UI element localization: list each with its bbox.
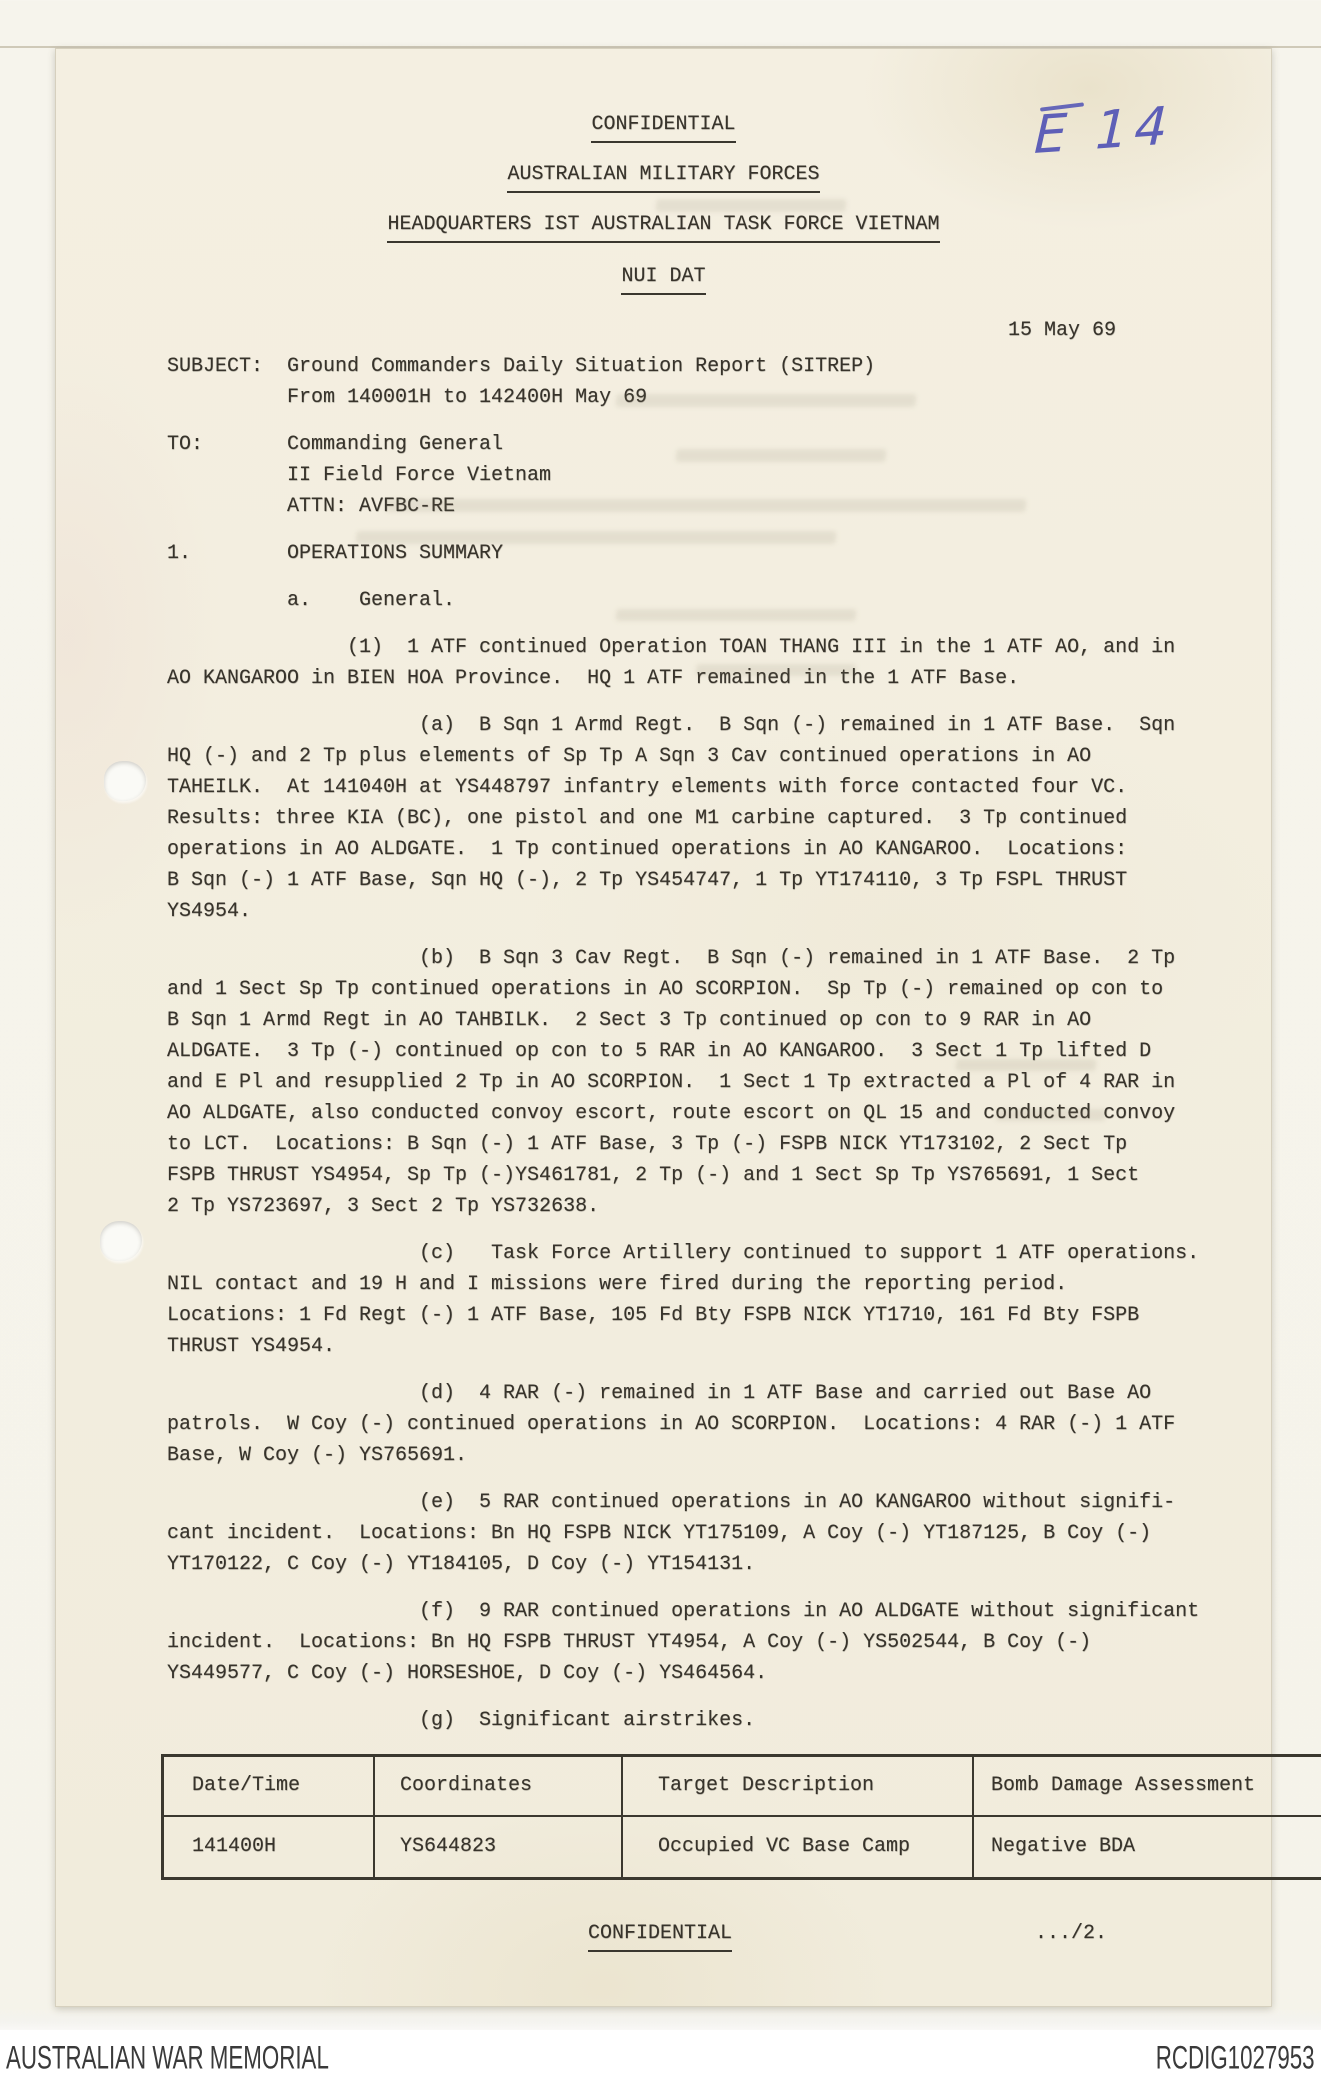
text-line: patrols. W Coy (-) continued operations in AO SCORPION. Locations: 4 RAR (-) 1 ATF [167,1413,1176,1436]
org-header: AUSTRALIAN MILITARY FORCES [56,159,1271,193]
page-number-marker: .../2. [1035,1922,1108,1945]
paragraph-d [167,1378,1175,1471]
text-line: Results: three KIA (BC), one pistol and one M1 carbine captured. 3 Tp continued [167,807,1128,830]
text-line: (c) Task Force Artillery continued to support 1 ATF operations. [167,1242,1200,1265]
text-line: a. General. [167,589,456,612]
bleed-through-artifact [616,394,917,407]
footer-classification: CONFIDENTIAL [588,1918,732,1952]
col-header-bda: Bomb Damage Assessment [973,1756,1321,1816]
text-line: (b) B Sqn 3 Cav Regt. B Sqn (-) remained in 1 ATF Base. 2 Tp [167,947,1176,970]
bleed-through-artifact [616,609,857,621]
cell-target-description: Occupied VC Base Camp [622,1816,973,1879]
paragraph-f [167,1596,1199,1689]
text-line: YS4954. [167,900,252,923]
text-line: ALDGATE. 3 Tp (-) continued op con to 5 RAR in AO KANGAROO. 3 Sect 1 Tp lifted D [167,1040,1152,1063]
airstrikes-table [161,1754,1321,1880]
table-header-row [163,1756,1321,1816]
text-line: cant incident. Locations: Bn HQ FSPB NICK YT175109, A Coy (-) YT187125, B Coy (-) [167,1522,1152,1545]
text-line: YT170122, C Coy (-) YT184105, D Coy (-) YT154131. [167,1553,756,1576]
text-line: (a) B Sqn 1 Armd Regt. B Sqn (-) remained in 1 ATF Base. Sqn [167,714,1176,737]
record-id-label: RCDIG1027953 [1156,2039,1315,2076]
paragraph-c [167,1238,1199,1362]
text-line: TAHEILK. At 141040H at YS448797 infantry elements with force contacted four VC. [167,776,1128,799]
annotation-e14: E 14 [1033,95,1175,167]
location-header: NUI DAT [56,261,1271,295]
text-line: Locations: 1 Fd Regt (-) 1 ATF Base, 105 Fd Bty FSPB NICK YT1710, 161 Fd Bty FSPB [167,1304,1140,1327]
col-header-date-time: Date/Time [163,1756,375,1816]
bleed-through-artifact [356,531,837,544]
classification-header: CONFIDENTIAL [56,109,1271,143]
paragraph-b [167,943,1175,1222]
hole-punch [104,761,146,801]
text-line: (g) Significant airstrikes. [167,1709,756,1732]
text-line: (d) 4 RAR (-) remained in 1 ATF Base and carried out Base AO [167,1382,1152,1405]
text-line: to LCT. Locations: B Sqn (-) 1 ATF Base, 3 Tp (-) FSPB NICK YT173102, 2 Sect Tp [167,1133,1128,1156]
text-line: ATTN: AVFBC-RE [167,495,456,518]
text-line: and 1 Sect Sp Tp continued operations in AO SCORPION. Sp Tp (-) remained op con to [167,978,1164,1001]
paragraph-e [167,1487,1175,1580]
text-line: incident. Locations: Bn HQ FSPB THRUST YT4954, A Coy (-) YS502544, B Coy (-) [167,1631,1092,1654]
date-line: 15 May 69 [1008,319,1117,342]
text-line: TO: Commanding General [167,433,504,456]
cell-date-time: 141400H [163,1816,375,1879]
text-line: SUBJECT: Ground Commanders Daily Situation Report (SITREP) [167,355,876,378]
cell-bda: Negative BDA [973,1816,1321,1879]
text-line: B Sqn (-) 1 ATF Base, Sqn HQ (-), 2 Tp YS454747, 1 Tp YT174110, 3 Tp FSPL THRUST [167,869,1128,892]
text-line: operations in AO ALDGATE. 1 Tp continued operations in AO KANGAROO. Locations: [167,838,1128,861]
text-line: NIL contact and 19 H and I missions were fired during the reporting period. [167,1273,1068,1296]
text-line: B Sqn 1 Armd Regt in AO TAHBILK. 2 Sect 3 Tp continued op con to 9 RAR in AO [167,1009,1092,1032]
text-line: FSPB THRUST YS4954, Sp Tp (-)YS461781, 2 Tp (-) and 1 Sect Sp Tp YS765691, 1 Sect [167,1164,1140,1187]
text-line: 1. OPERATIONS SUMMARY [167,542,504,565]
hq-header: HEADQUARTERS IST AUSTRALIAN TASK FORCE VIETNAM [56,209,1271,243]
bleed-through-artifact [676,449,887,462]
document-page [55,48,1272,2007]
text-line: (e) 5 RAR continued operations in AO KANGAROO without signifi- [167,1491,1176,1514]
archive-name-label: AUSTRALIAN WAR MEMORIAL [6,2039,329,2076]
hole-punch [100,1221,142,1261]
col-header-coordinates: Coordinates [374,1756,622,1816]
bleed-through-artifact [386,499,1027,512]
table-row [163,1816,1321,1879]
text-line: HQ (-) and 2 Tp plus elements of Sp Tp A Sqn 3 Cav continued operations in AO [167,745,1092,768]
text-line: 2 Tp YS723697, 3 Sect 2 Tp YS732638. [167,1195,600,1218]
paragraph-a [167,710,1175,927]
paragraph-1 [167,632,1175,694]
text-line: AO ALDGATE, also conducted convoy escort, route escort on QL 15 and conducted convoy [167,1102,1176,1125]
bleed-through-artifact [656,199,847,212]
bleed-through-artifact [956,1059,1097,1071]
text-line: THRUST YS4954. [167,1335,336,1358]
text-line: (f) 9 RAR continued operations in AO ALDGATE without significant [167,1600,1200,1623]
archive-footer [0,2030,1321,2082]
text-line: From 140001H to 142400H May 69 [167,386,648,409]
text-line: YS449577, C Coy (-) HORSESHOE, D Coy (-) YS464564. [167,1662,768,1685]
sub-a-heading [167,585,455,616]
col-header-target-description: Target Description [622,1756,973,1816]
bleed-through-artifact [996,1109,1107,1121]
bleed-through-artifact [696,664,857,676]
text-line: (1) 1 ATF continued Operation TOAN THANG III in the 1 ATF AO, and in [167,636,1176,659]
text-line: AO KANGAROO in BIEN HOA Province. HQ 1 ATF remained in the 1 ATF Base. [167,667,1020,690]
paragraph-g [167,1705,755,1736]
cell-coordinates: YS644823 [374,1816,622,1879]
text-line: and E Pl and resupplied 2 Tp in AO SCORPION. 1 Sect 1 Tp extracted a Pl of 4 RAR in [167,1071,1176,1094]
text-line: Base, W Coy (-) YS765691. [167,1444,468,1467]
text-line: II Field Force Vietnam [167,464,552,487]
